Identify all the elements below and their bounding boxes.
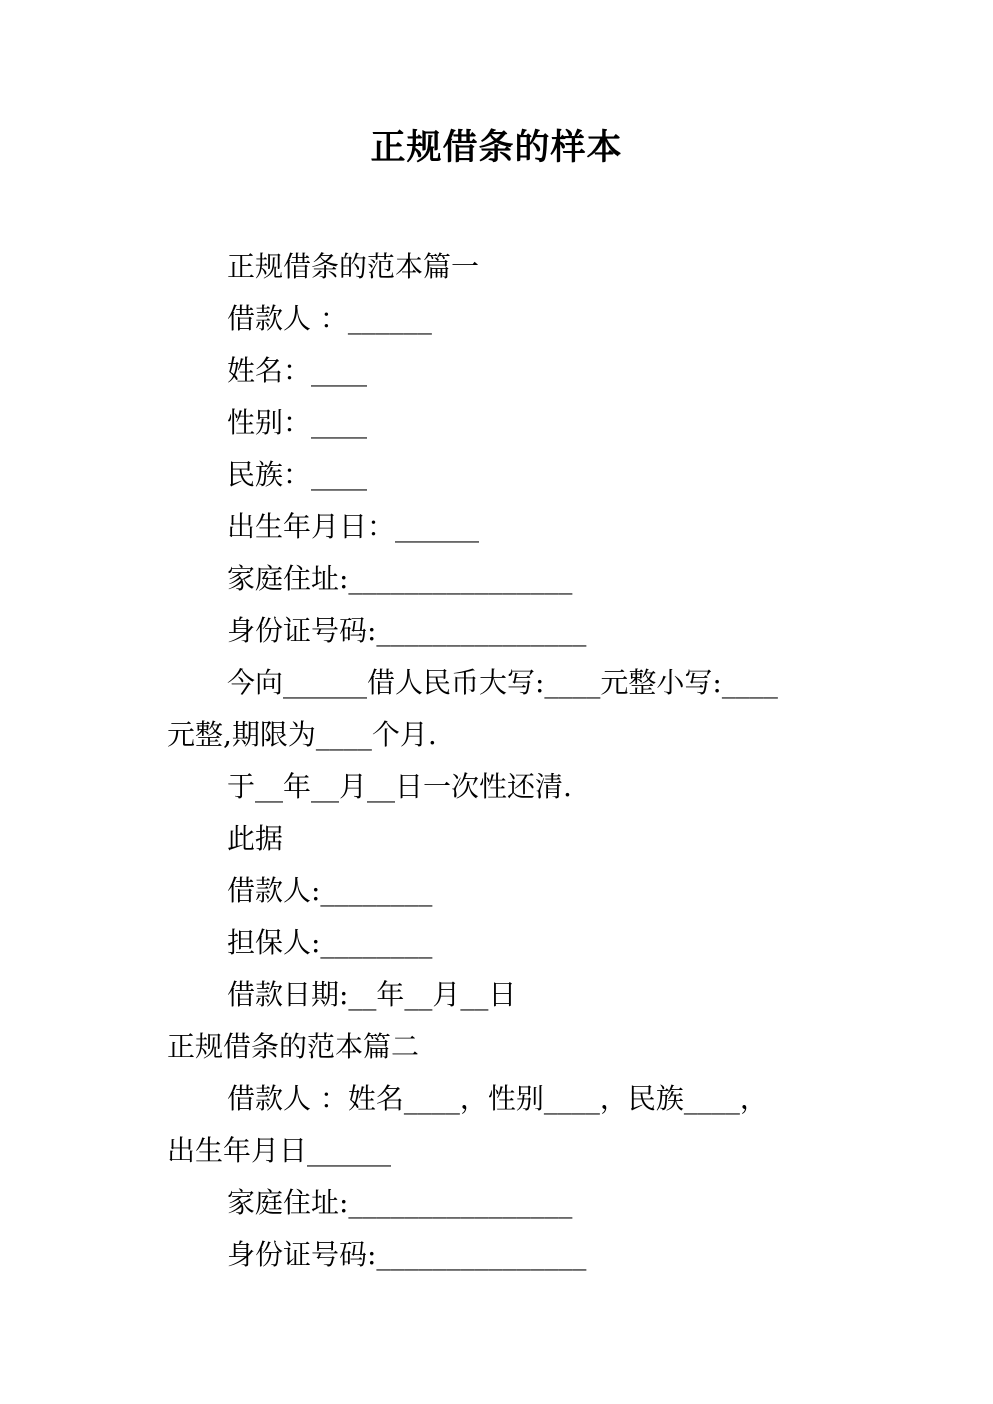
- text-line: 身份证号码:_______________: [227, 614, 587, 647]
- text-line: 元整,期限为____个月.: [167, 718, 437, 751]
- text-line: 担保人:________: [227, 926, 433, 959]
- text-line: 家庭住址:________________: [227, 1186, 573, 1219]
- text-line: 借款日期:__年__月__日: [227, 978, 517, 1011]
- text-line: 姓名：____: [227, 354, 368, 387]
- text-line: 出生年月日______: [167, 1134, 392, 1167]
- text-line: 身份证号码:_______________: [227, 1238, 587, 1271]
- text-line: 于__年__月__日一次性还清.: [227, 770, 572, 803]
- text-line: 民族：____: [227, 458, 368, 491]
- text-line: 借款人 ：姓名____，性别____，民族____，: [227, 1082, 768, 1115]
- section-heading-1: 正规借条的范本篇一: [227, 250, 480, 283]
- text-line: 性别：____: [227, 406, 368, 439]
- text-line: 出生年月日：______: [227, 510, 480, 543]
- document-title: 正规借条的样本: [370, 128, 623, 168]
- text-line: 借款人 ：______: [227, 302, 432, 335]
- text-line: 此据: [227, 822, 284, 855]
- text-line: 家庭住址:________________: [227, 562, 573, 595]
- section-heading-2: 正规借条的范本篇二: [167, 1030, 420, 1063]
- text-line: 借款人:________: [227, 874, 433, 907]
- text-line: 今向______借人民币大写:____元整小写:____: [227, 666, 778, 699]
